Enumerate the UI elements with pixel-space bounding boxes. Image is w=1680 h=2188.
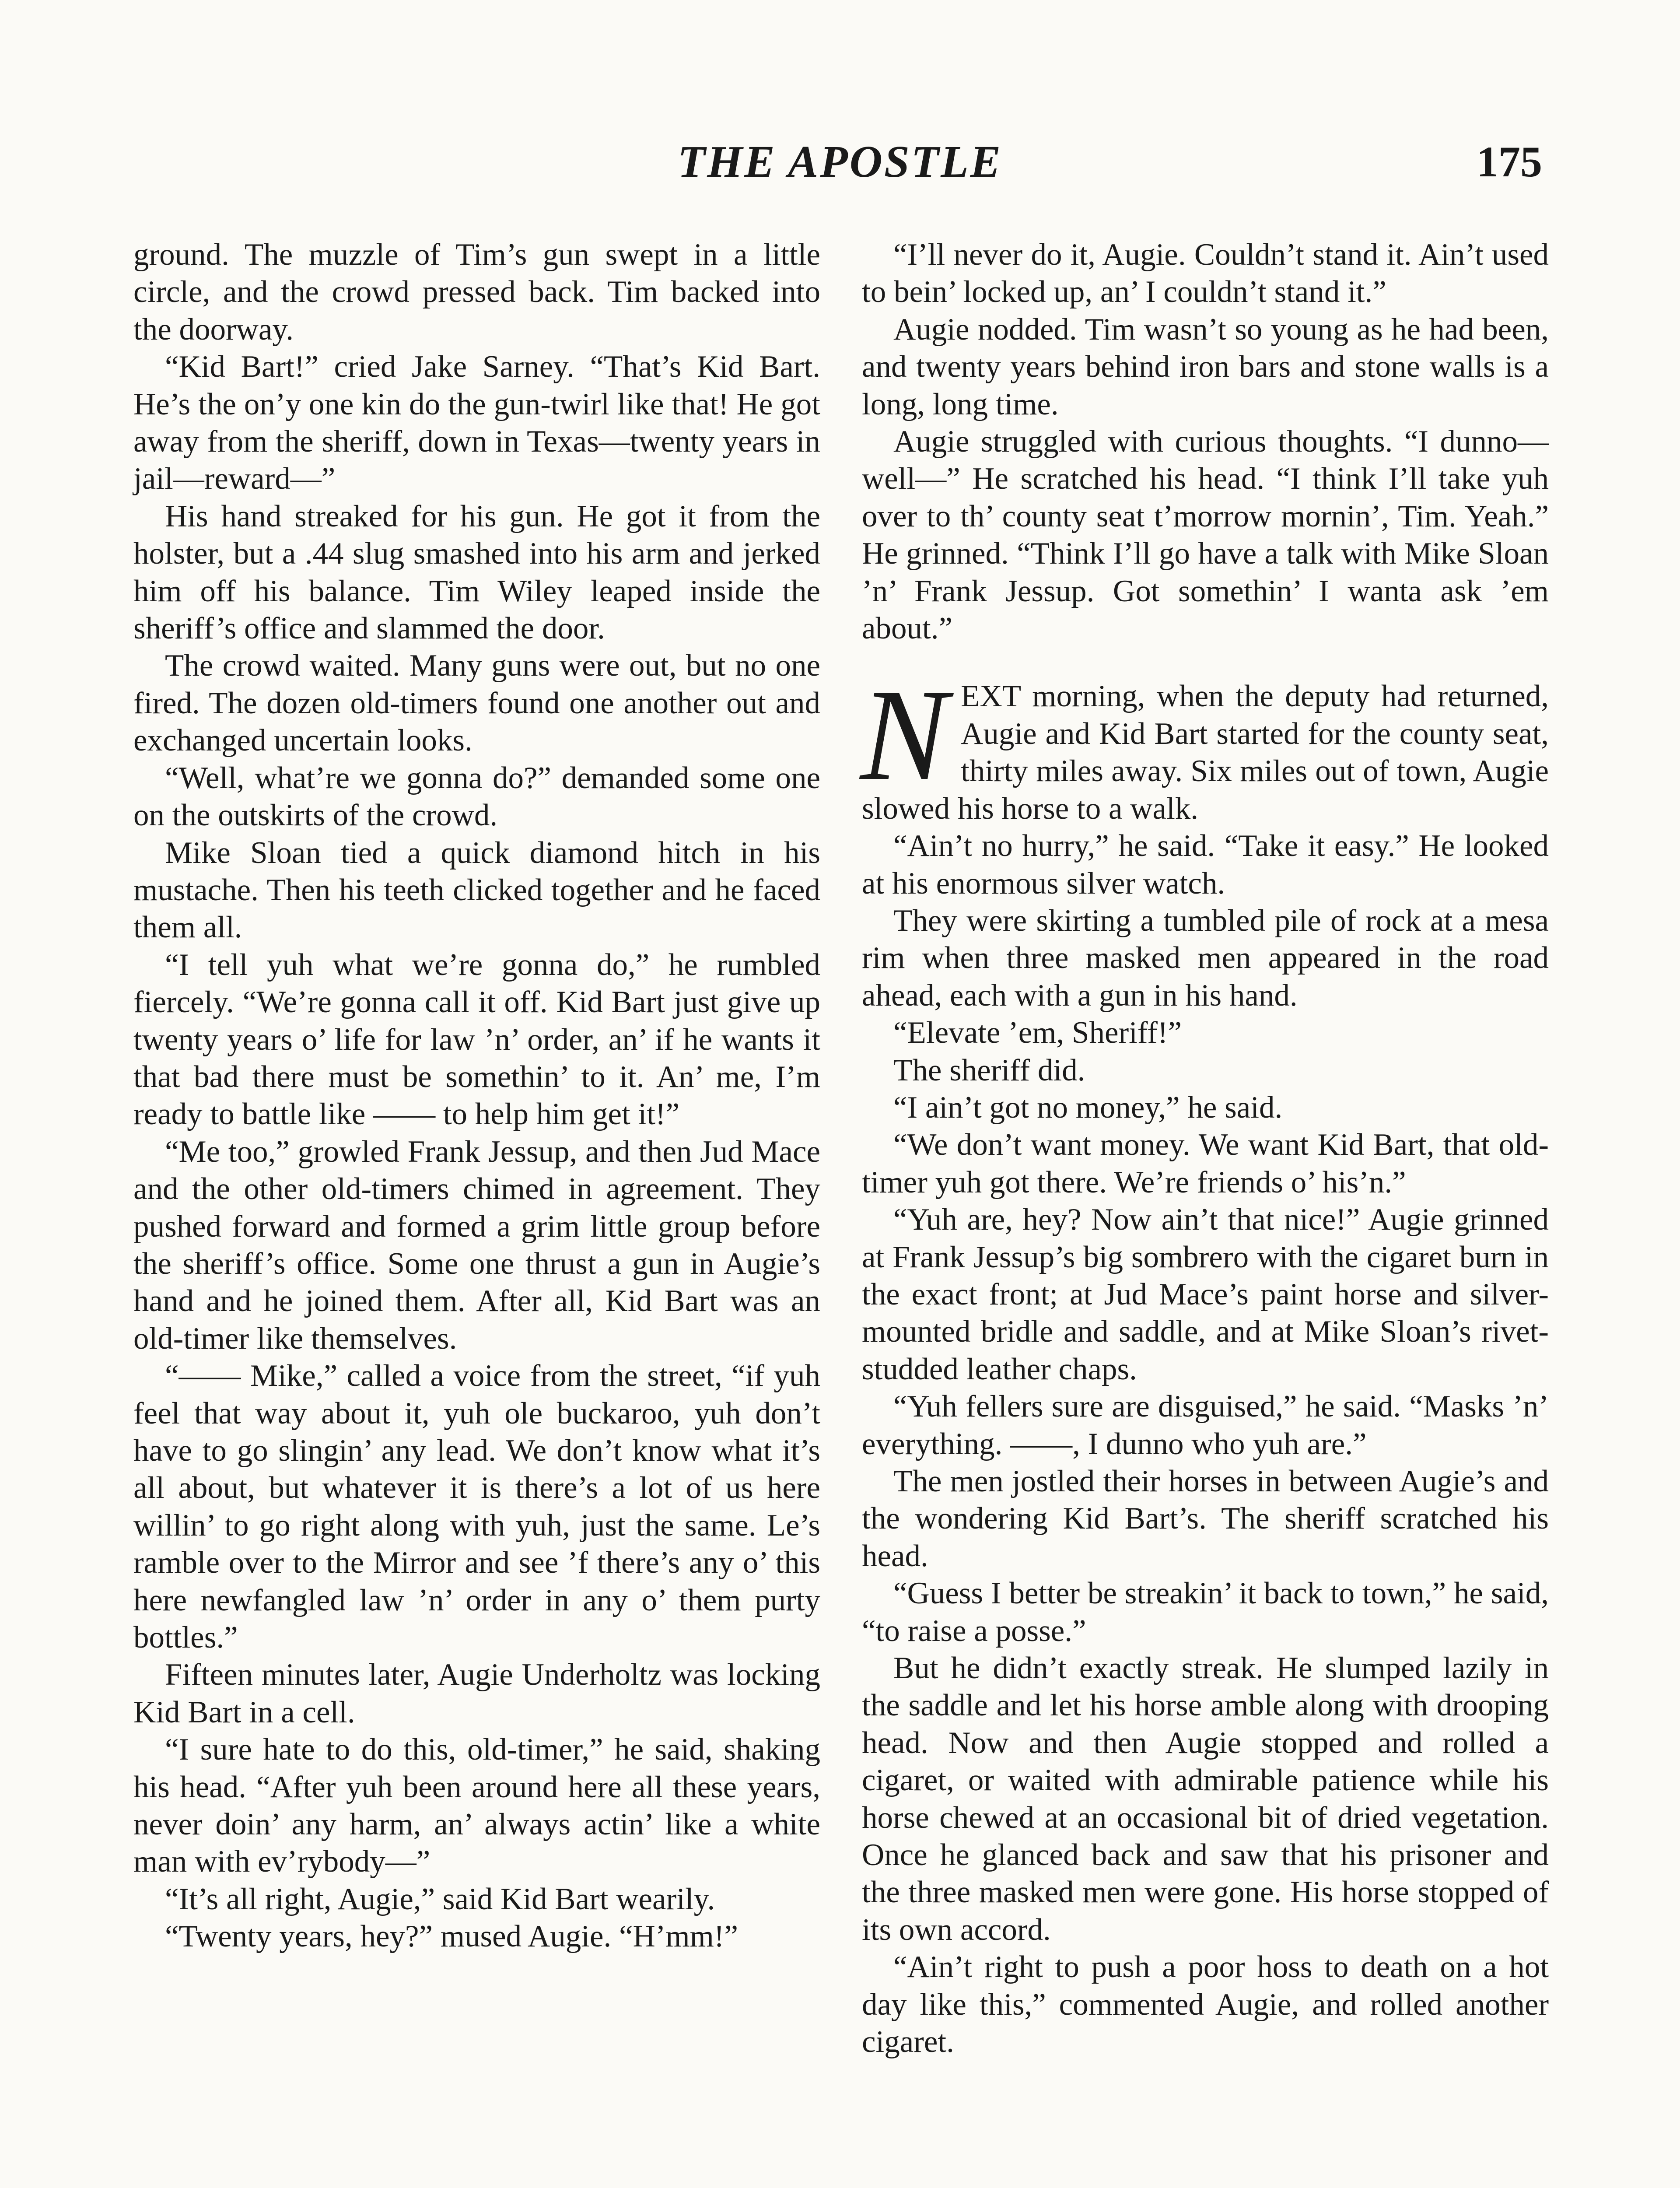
drop-cap: N xyxy=(860,662,948,808)
paragraph: “Ain’t right to push a poor hoss to death on a hot day like this,” commented Augie, and rolled another cigaret. xyxy=(862,1950,1549,2059)
paragraph: “Yuh fellers sure are disguised,” he said. “Masks ’n’ everything. ——, I dunno who yuh are.” xyxy=(862,1389,1549,1461)
paragraph: “I sure hate to do this, old-timer,” he said, shaking his head. “After yuh been around here all these years, never doin’ any harm, an’ always actin’ like a white man with ev’rybody—” xyxy=(133,1732,820,1879)
paragraph: “Ain’t no hurry,” he said. “Take it easy.” He looked at his enormous silver watch. xyxy=(862,829,1549,901)
paragraph: The men jostled their horses in between Augie’s and the wondering Kid Bart’s. The sheriff scratched his head. xyxy=(862,1464,1549,1573)
paragraph: “Guess I better be streakin’ it back to town,” he said, “to raise a posse.” xyxy=(862,1576,1549,1648)
running-head xyxy=(0,131,1680,193)
paragraph: “We don’t want money. We want Kid Bart, that old-timer yuh got there. We’re friends o’ his’n.” xyxy=(862,1128,1549,1199)
paragraph: The crowd waited. Many guns were out, but no one fired. The dozen old-timers found one another out and exchanged uncertain looks. xyxy=(133,649,820,758)
paragraph: His hand streaked for his gun. He got it from the holster, but a .44 slug smashed into his arm and jerked him off his balance. Tim Wiley leaped inside the sheriff’s office and slammed the door. xyxy=(133,499,820,646)
paragraph: Augie struggled with curious thoughts. “I dunno—well—” He scratched his head. “I think I’ll take yuh over to th’ county seat t’morrow mornin’, Tim. Yeah.” He grinned. “Think I’ll go have a talk with Mike Sloan ’n’ Frank Jessup. Got somethin’ I wanta ask ’em about.” xyxy=(862,424,1549,646)
paragraph: The sheriff did. xyxy=(893,1053,1085,1087)
section-opening-paragraph xyxy=(860,662,1549,828)
paragraph: Fifteen minutes later, Augie Underholtz was locking Kid Bart in a cell. xyxy=(133,1658,820,1729)
paragraph: “—— Mike,” called a voice from the street, “if yuh feel that way about it, yuh ole buckaroo, yuh don’t have to go slingin’ any lead. We don’t know what it’s all about, but whatever it is there’s a lot of us here willin’ to go right along with yuh, just the same. Le’s ramble over to the Mirror and see ’f there’s any o’ this here newfangled law ’n’ order in any o’ them purty bottles.” xyxy=(133,1359,820,1655)
paragraph: “I tell yuh what we’re gonna do,” he rumbled fiercely. “We’re gonna call it off. Kid Bart just give up twenty years o’ life for law ’n’ order, an’ if he wants it that bad there must be somethin’ to it. An’ me, I’m ready to battle like —— to help him get it!” xyxy=(133,947,820,1132)
running-title: THE APOSTLE xyxy=(677,137,1003,187)
page-number: 175 xyxy=(1477,137,1542,186)
paragraph: “Yuh are, hey? Now ain’t that nice!” Augie grinned at Frank Jessup’s big sombrero with the cigaret burn in the exact front; at Jud Mace’s paint horse and silver-mounted bridle and saddle, and at Mike Sloan’s rivet-studded leather chaps. xyxy=(862,1203,1549,1386)
paragraph: Mike Sloan tied a quick diamond hitch in his mustache. Then his teeth clicked together and he faced them all. xyxy=(133,835,820,945)
paragraph: “Twenty years, hey?” mused Augie. “H’mm!” xyxy=(165,1919,738,1954)
paragraph: “It’s all right, Augie,” said Kid Bart wearily. xyxy=(165,1882,715,1916)
section-opening-text: EXT morning, when the deputy had returned, Augie and Kid Bart started for the county seat, thirty miles away. Six miles out of town, Augie slowed his horse to a walk. xyxy=(862,679,1549,826)
paragraph: “Well, what’re we gonna do?” demanded some one on the outskirts of the crowd. xyxy=(133,761,820,833)
paragraph: “I ain’t got no money,” he said. xyxy=(893,1090,1283,1125)
paragraph: They were skirting a tumbled pile of rock at a mesa rim when three masked men appeared in the road ahead, each with a gun in his hand. xyxy=(862,903,1549,1013)
paragraph: “Me too,” growled Frank Jessup, and then Jud Mace and the other old-timers chimed in agreement. They pushed forward and formed a grim little group before the sheriff’s office. Some one thrust a gun in Augie’s hand and he joined them. After all, Kid Bart was an old-timer like themselves. xyxy=(133,1134,820,1356)
paragraph: “I’ll never do it, Augie. Couldn’t stand it. Ain’t used to bein’ locked up, an’ I couldn’t stand it.” xyxy=(862,238,1549,309)
paragraph: “Kid Bart!” cried Jake Sarney. “That’s Kid Bart. He’s the on’y one kin do the gun-twirl like that! He got away from the sheriff, down in Texas—twenty years in jail—reward—” xyxy=(133,350,820,496)
paragraph: “Elevate ’em, Sheriff!” xyxy=(893,1016,1182,1050)
paragraph: ground. The muzzle of Tim’s gun swept in a little circle, and the crowd pressed back. Tim backed into the doorway. xyxy=(133,238,820,347)
paragraph: Augie nodded. Tim wasn’t so young as he had been, and twenty years behind iron bars and stone walls is a long, long time. xyxy=(862,312,1549,421)
left-column xyxy=(133,236,820,1956)
paragraph: But he didn’t exactly streak. He slumped lazily in the saddle and let his horse amble along with drooping head. Now and then Augie stopped and rolled a cigaret, or waited with admirable patience while his horse chewed at an occasional bit of dried vegetation. Once he glanced back and saw that his prisoner and the three masked men were gone. His horse stopped of its own accord. xyxy=(862,1651,1549,1947)
right-column xyxy=(862,236,1549,2061)
